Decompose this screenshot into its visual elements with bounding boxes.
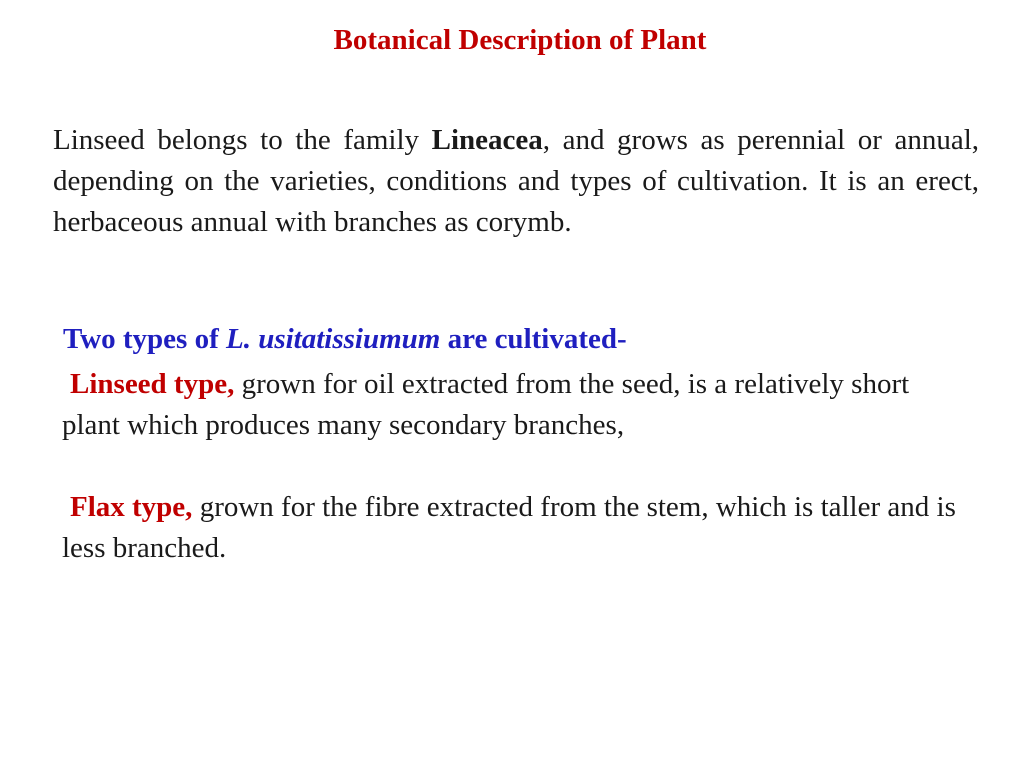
types-heading [63,323,627,356]
types-heading-prefix: Two types of [63,323,226,355]
types-heading-suffix: are cultivated- [440,323,627,355]
linseed-type-label: Linseed type, [70,368,235,400]
flax-type-label: Flax type, [70,491,193,523]
intro-text-before: Linseed belongs to the family [53,124,432,156]
intro-text-after: , and grows as perennial or annual, depending on the varieties, conditions and types of cultivation. It is an erect, herbaceous annual with branches as corymb. [53,124,980,238]
flax-type-paragraph [62,487,962,569]
linseed-type-paragraph [62,364,962,446]
intro-paragraph [53,120,979,243]
flax-type-text: grown for the fibre extracted from the stem, which is taller and is less branched. [62,491,956,564]
slide-title: Botanical Description of Plant [333,24,707,56]
family-name: Lineacea [431,124,543,156]
linseed-type-text: grown for oil extracted from the seed, is a relatively short plant which produces many secondary branches, [62,368,910,441]
species-name: L. usitatissiumum [225,323,441,355]
